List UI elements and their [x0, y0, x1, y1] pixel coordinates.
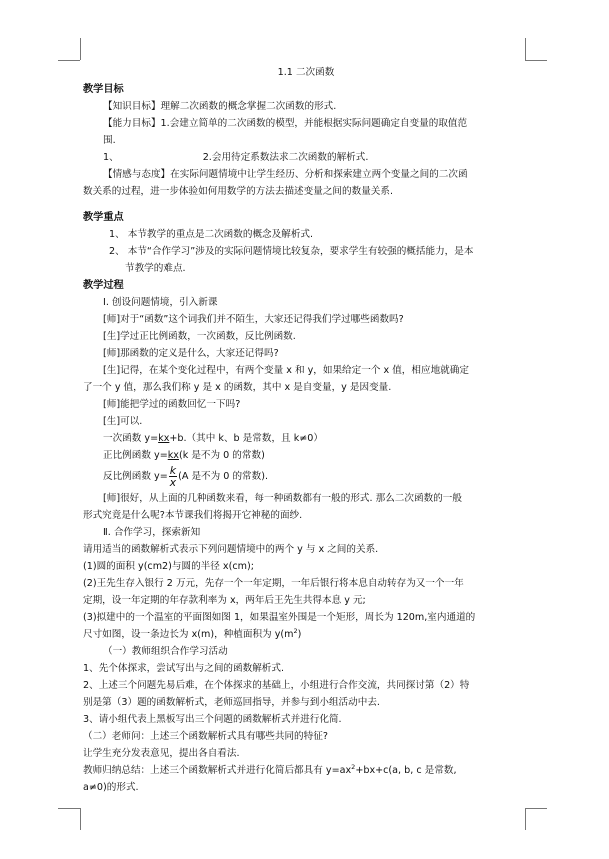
crop-mark-top-left-h	[58, 60, 80, 61]
crop-mark-bottom-right-v	[525, 808, 526, 830]
dialogue-teacher-3: [师]能把学过的函数回忆一下吗?	[103, 399, 241, 410]
activity-step-1: 1、先个体探求，尝试写出与之间的函数解析式.	[83, 663, 285, 674]
problem-3-line-1: (3)拟建中的一个温室的平面图如图 1，如果温室外围是一个矩形，周长为 120m,室内通道的	[83, 612, 476, 623]
dialogue-teacher-2: [师]那函数的定义是什么，大家还记得吗?	[103, 348, 279, 359]
section-heading-key-points: 教学重点	[83, 212, 124, 223]
goal-ability-text: 2.会用待定系数法求二次函数的解析式.	[202, 152, 369, 163]
formula-inverse-suffix: (A 是不为 0 的常数).	[178, 471, 269, 482]
dialogue-student-2-line-1: [生]记得，在某个变化过程中，有两个变量 x 和 y，如果给定一个 x 值，相应地就确定	[103, 365, 469, 376]
process-step-1: Ⅰ. 创设问题情境，引入新课	[103, 297, 218, 308]
activity-heading: （一）教师组织合作学习活动	[103, 646, 228, 657]
goal-knowledge: 【知识目标】理解二次函数的概念掌握二次函数的形式.	[103, 101, 337, 112]
goal-ability-number: 1、	[103, 152, 119, 163]
fraction-numerator: k	[169, 463, 177, 477]
student-discussion: 让学生充分发表意见，提出各自看法.	[83, 748, 240, 759]
formula-linear	[83, 430, 529, 447]
activity-step-2-line-2: 别是第（3）题的函数解析式，老师巡回指导，并参与到小组活动中去.	[83, 697, 380, 708]
document-page	[83, 64, 529, 796]
formula-proportional	[83, 447, 529, 464]
task-instruction: 请用适当的函数解析式表示下列问题情境中的两个 y 与 x 之间的关系.	[83, 544, 379, 555]
fraction-denominator: x	[169, 475, 177, 489]
formula-linear-kx: kx	[158, 433, 170, 444]
activity-step-3: 3、请小组代表上黑板写出三个问题的函数解析式并进行化简.	[83, 714, 342, 725]
goal-emotion-line-1: 【情感与态度】在实际问题情境中让学生经历、分析和探索建立两个变量之间的二次函	[103, 169, 468, 180]
formula-inverse	[83, 464, 529, 490]
teacher-question: （二）老师问：上述三个函数解析式具有哪些共同的特征?	[83, 731, 328, 742]
key-point-1: 1、 本节教学的重点是二次函数的概念及解析式.	[109, 229, 314, 240]
problem-2-line-1: (2)王先生存入银行 2 万元，先存一个一年定期，一年后银行将本息自动转存为又一个一年	[83, 578, 464, 589]
goal-ability-line-2: 围.	[103, 135, 116, 146]
summary-text-end: +bx+c(a, b, c 是常数,	[355, 765, 457, 776]
formula-linear-prefix: 一次函数 y=	[103, 433, 159, 444]
problem-3-superscript: 2	[293, 626, 298, 635]
key-point-2-line-1: 2、 本节“合作学习”涉及的实际问题情境比较复杂，要求学生有较强的概括能力，是本	[109, 246, 474, 257]
problem-1: (1)圆的面积 y(cm2)与圆的半径 x(cm);	[83, 561, 254, 572]
dialogue-teacher-1: [师]对于“函数”这个词我们并不陌生，大家还记得我们学过哪些函数吗?	[103, 314, 404, 325]
key-point-2-line-2: 节教学的难点.	[125, 263, 186, 274]
formula-linear-suffix: +b.（其中 k、b 是常数，且 k≠0）	[169, 433, 323, 444]
activity-step-2-line-1: 2、上述三个问题先易后难，在个体探求的基础上，小组进行合作交流，共同探讨第（2）特	[83, 680, 470, 691]
dialogue-teacher-4-line-1: [师]很好，从上面的几种函数来看，每一种函数都有一般的形式. 那么二次函数的一般	[103, 493, 462, 504]
problem-2-line-2: 定期，设一年定期的年存款利率为 x，两年后王先生共得本息 y 元;	[83, 595, 366, 606]
crop-mark-bottom-left-v	[80, 808, 81, 830]
dialogue-student-1: [生]学过正比例函数，一次函数，反比例函数.	[103, 331, 296, 342]
crop-mark-bottom-right-h	[525, 808, 547, 809]
problem-3-line-2	[83, 626, 529, 643]
section-heading-process: 教学过程	[83, 280, 124, 291]
formula-inverse-prefix: 反比例函数 y=	[103, 471, 168, 482]
formula-proportional-prefix: 正比例函数 y=	[103, 450, 168, 461]
summary-text: 教师归纳总结：上述三个函数解析式并进行化简后都具有 y=ax	[83, 765, 352, 776]
crop-mark-bottom-left-h	[58, 808, 80, 809]
fraction-k-over-x	[169, 465, 177, 488]
formula-proportional-kx: kx	[167, 450, 179, 461]
crop-mark-top-right-h	[525, 60, 547, 61]
section-heading-goals: 教学目标	[83, 84, 124, 95]
dialogue-teacher-4-line-2: 形式究竟是什么呢?本节课我们将揭开它神秘的面纱.	[83, 510, 303, 521]
crop-mark-top-right-v	[525, 38, 526, 60]
formula-proportional-suffix: (k 是不为 0 的常数)	[178, 450, 265, 461]
problem-3-text: 尺寸如图，设一条边长为 x(m)，种植面积为 y(m	[83, 629, 294, 640]
goal-ability-line-3	[83, 149, 529, 166]
summary-line-1	[83, 762, 529, 779]
page-title: 1.1 二次函数	[277, 67, 335, 78]
dialogue-student-2-line-2: 了一个 y 值，那么我们称 y 是 x 的函数，其中 x 是自变量，y 是因变量.	[83, 382, 392, 393]
goal-emotion-line-2: 数关系的过程，进一步体验如何用数学的方法去描述变量之间的数量关系.	[83, 186, 394, 197]
crop-mark-top-left-v	[80, 38, 81, 60]
goal-ability-line-1: 【能力目标】1.会建立简单的二次函数的模型，并能根据实际问题确定自变量的取值范	[103, 118, 468, 129]
summary-superscript: 2	[351, 762, 356, 771]
problem-3-close: )	[297, 629, 302, 640]
summary-line-2: a≠0)的形式.	[83, 782, 139, 793]
process-step-2: Ⅱ. 合作学习，探索新知	[103, 527, 201, 538]
dialogue-student-3: [生]可以.	[103, 416, 143, 427]
